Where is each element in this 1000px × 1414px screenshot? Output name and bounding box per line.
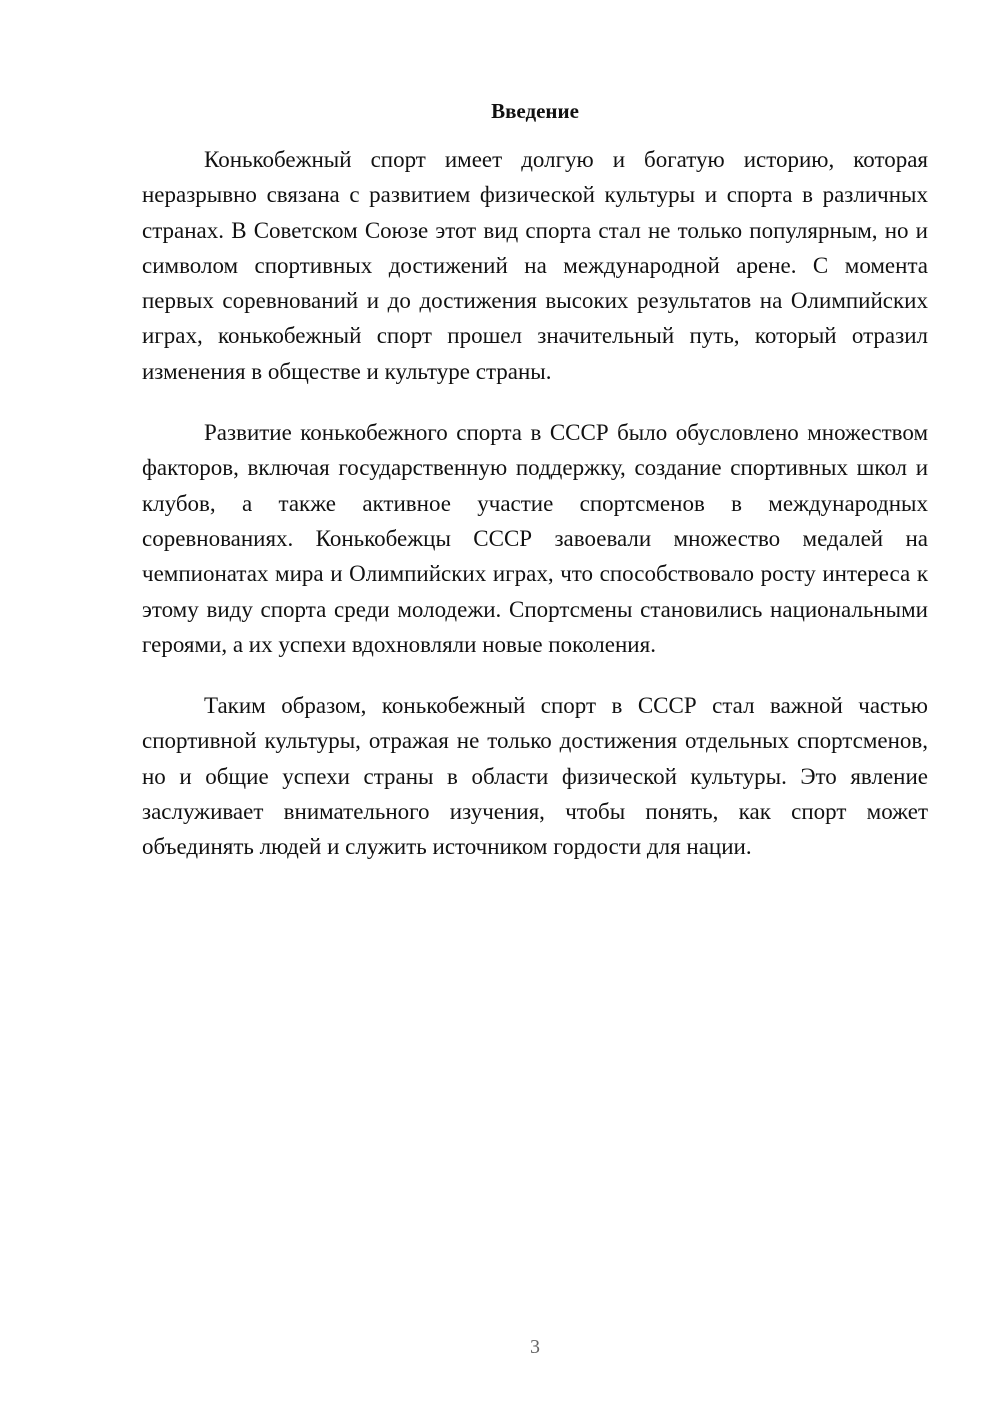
paragraph-1: Конькобежный спорт имеет долгую и богатую историю, которая неразрывно связана с развитием физической культуры и спорта в различных странах. В Советском Союзе этот вид спорта стал не только популярным, но и символом спортивных достижений на международной арене. С момента первых соревнований и до достижения высоких результатов на Олимпийских играх, конькобежный спорт прошел значительный путь, который отразил изменения в обществе и культуре страны.	[142, 147, 928, 384]
paragraph-2: Развитие конькобежного спорта в СССР было обусловлено множеством факторов, включая государственную поддержку, создание спортивных школ и клубов, а также активное участие спортсменов в международных соревнованиях. Конькобежцы СССР завоевали множество медалей на чемпионатах мира и Олимпийских играх, что способствовало росту интереса к этому виду спорта среди молодежи. Спортсмены становились национальными героями, а их успехи вдохновляли новые поколения.	[142, 420, 928, 657]
section-title: Введение	[491, 99, 579, 123]
page-number: 3	[530, 1336, 540, 1358]
paragraph-3: Таким образом, конькобежный спорт в СССР стал важной частью спортивной культуры, отражая не только достижения отдельных спортсменов, но и общие успехи страны в области физической культуры. Это явление заслуживает внимательного изучения, чтобы понять, как спорт может объединять людей и служить источником гордости для нации.	[142, 693, 928, 860]
document-body	[142, 142, 928, 891]
